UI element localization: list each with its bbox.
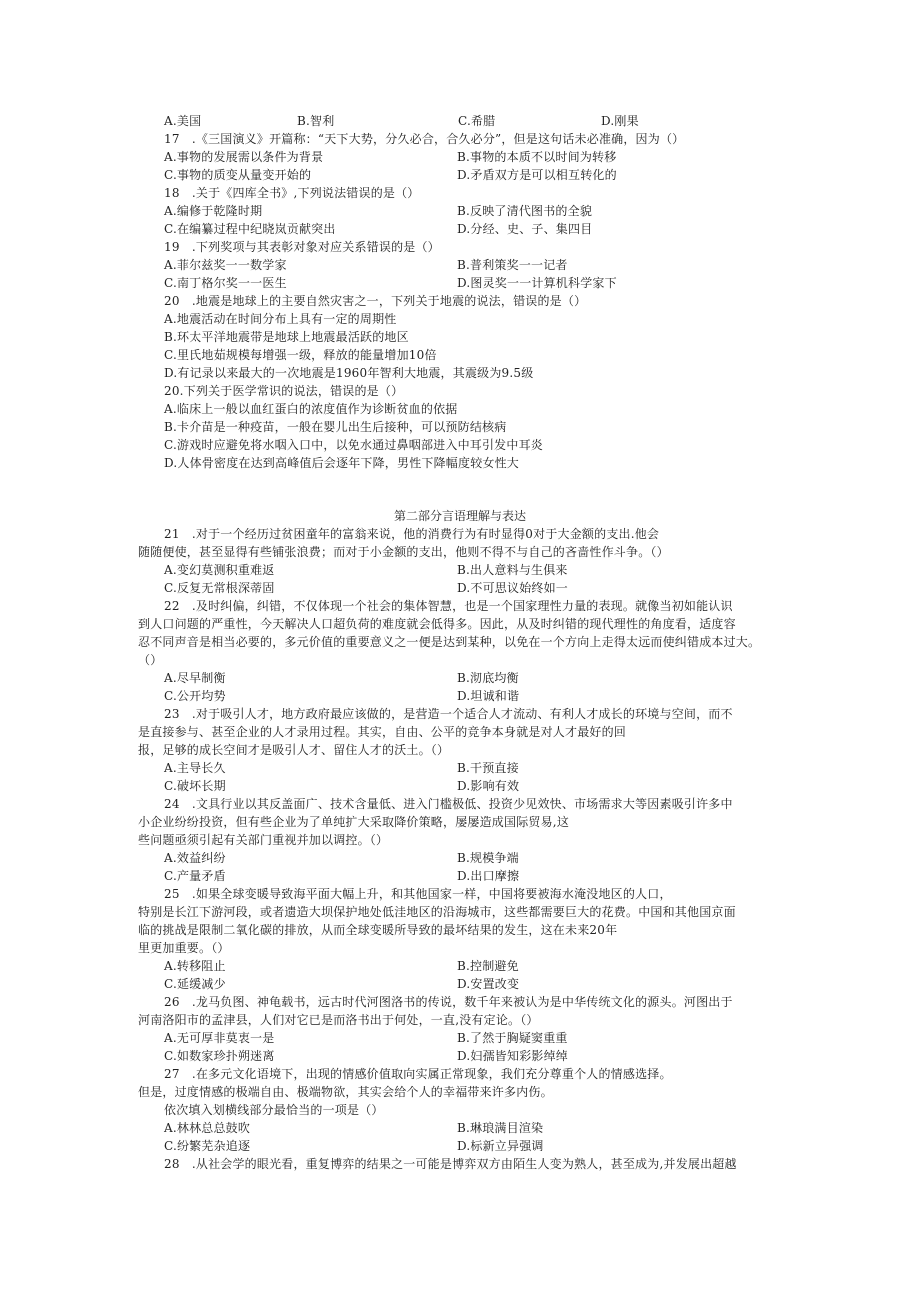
q26-line-2: 河南洛阳市的孟津县，人们对它已是而洛书出于何处，一直,没有定论。（） — [138, 1013, 539, 1027]
q24-line-1: 24 .文具行业以其反盖面广、技术含量低、进入门槛极低、投资少见效快、市场需求大等因素吸引许多中 — [164, 797, 733, 811]
q27-line-3: 依次填入划横线部分最恰当的一项是（） — [164, 1103, 384, 1117]
q21-option-d: D.不可思议始终如一 — [457, 581, 569, 595]
q20b-option-d: D.人体骨密度在达到高峰值后会逐年下降，男性下降幅度较女性大 — [164, 456, 520, 470]
q25-line-3: 临的挑战是限制二氧化碳的排放，从而全球变暖所导致的最坏结果的发生，这在未来20年 — [138, 923, 618, 937]
q25-option-a: A.转移阻止 — [164, 959, 226, 973]
q23-line-2: 是直接参与、甚至企业的人才录用过程。其实，自由、公平的竞争本身就是对人才最好的回 — [138, 725, 627, 739]
q22-option-c: C.公开均势 — [164, 689, 226, 703]
q20a-option-d: D.有记录以来最大的一次地震是1960年智利大地震，其震级为9.5级 — [164, 366, 534, 380]
q21-line-1: 21 .对于一个经历过贫困童年的富翁来说，他的消费行为有时显得0对于大金额的支出.他会 — [164, 527, 660, 541]
q23-option-b: B.干预直接 — [457, 761, 519, 775]
q20a-stem: 20 .地震是地球上的主要自然灾害之一，下列关于地震的说法，错误的是（） — [164, 294, 587, 308]
q22-option-d: D.坦诚和谐 — [457, 689, 520, 703]
section-title: 第二部分言语理解与表达 — [393, 509, 526, 523]
q17-option-a: A.事物的发展需以条件为背景 — [164, 150, 324, 164]
q27-line-1: 27 .在多元文化语境下，出现的情感价值取向实属正常现象，我们充分尊重个人的情感选择。 — [164, 1067, 672, 1081]
q27-line-2: 但是，过度情感的极端自由、极端物欲，其实会给个人的幸福带来许多内伤。 — [138, 1085, 553, 1099]
q19-option-a: A.菲尔兹奖一一数学家 — [164, 258, 287, 272]
q17-option-c: C.事物的质变从量变开始的 — [164, 168, 312, 182]
q27-option-a: A.林林总总鼓吹 — [164, 1121, 251, 1135]
q18-option-d: D.分经、史、子、集四目 — [457, 222, 593, 236]
q25-line-4: 里更加重要。（） — [138, 941, 230, 955]
q24-line-2: 小企业纷纷投资，但有些企业为了单纯扩大采取降价策略，屡屡造成国际贸易,这 — [138, 815, 570, 829]
q16-option-c: C.希腊 — [458, 114, 496, 128]
q25-line-2: 特别是长江下游河段，或者遗造大坝保护地处低洼地区的沿海城市，这些都需要巨大的花费。中国和其他国京面 — [138, 905, 736, 919]
q22-line-4: （） — [138, 653, 163, 667]
q22-option-a: A.尽早制衡 — [164, 671, 226, 685]
q25-option-d: D.安置改变 — [457, 977, 520, 991]
q28-line-1: 28 .从社会学的眼光看，重复博弈的结果之一可能是博弈双方由陌生人变为熟人，甚至成为,并发展出超越 — [164, 1157, 737, 1171]
q19-option-d: D.图灵奖一一计算机科学家下 — [457, 276, 617, 290]
q23-line-1: 23 .对于吸引人才，地方政府最应该做的，是营造一个适合人才流动、有利人才成长的环境与空间，而不 — [164, 707, 733, 721]
q19-stem: 19 .下列奖项与其表彰对象对应关系错误的是（） — [164, 240, 440, 254]
q26-option-d: D.妇孺皆知彩影绰绰 — [457, 1049, 569, 1063]
q19-option-c: C.南丁格尔奖一一医生 — [164, 276, 287, 290]
q24-option-b: B.规模争端 — [457, 851, 519, 865]
q18-option-b: B.反映了清代图书的全貌 — [457, 204, 593, 218]
q24-option-d: D.出口摩擦 — [457, 869, 520, 883]
q18-option-a: A.编修于乾隆时期 — [164, 204, 263, 218]
q24-option-c: C.产量矛盾 — [164, 869, 226, 883]
q26-option-c: C.如数家珍扑朔迷离 — [164, 1049, 275, 1063]
q26-option-a: A.无可厚非莫衷一是 — [164, 1031, 275, 1045]
q21-option-b: B.出人意料与生俱来 — [457, 563, 568, 577]
q21-line-2: 随随便使，甚至显得有些铺张浪费；而对于小金额的支出，他则不得不与自己的吝啬性作斗争。（） — [138, 545, 669, 559]
q17-option-b: B.事物的本质不以时间为转移 — [457, 150, 617, 164]
q22-line-3: 忍不同声音是相当必要的，多元价值的重要意义之一便是达到某种，以免在一个方向上走得太远而使纠错成本过大。 — [138, 635, 761, 649]
q18-stem: 18 .关于《四库全书》,下列说法错误的是（） — [164, 186, 420, 200]
q22-option-b: B.沏底均衡 — [457, 671, 519, 685]
q27-option-d: D.标新立异强调 — [457, 1139, 544, 1153]
q20a-option-c: C.里氏地茹规模每增强一级，释放的能量增加10倍 — [164, 348, 437, 362]
q17-option-d: D.矛盾双方是可以相互转化的 — [457, 168, 617, 182]
q23-option-c: C.破坏长期 — [164, 779, 226, 793]
q22-line-1: 22 .及时纠偏，纠错，不仅体现一个社会的集体智慧，也是一个国家理性力量的表现。就像当初如能认识 — [164, 599, 733, 613]
q22-line-2: 到人口问题的严重性，今天解决人口超负荷的难度就会低得多。因此，从及时纠错的现代理性的角度看，适度容 — [138, 617, 736, 631]
q24-option-a: A.效益纠纷 — [164, 851, 226, 865]
q20a-option-a: A.地震活动在时间分布上具有一定的周期性 — [164, 312, 397, 326]
q27-option-b: B.琳琅满目渲染 — [457, 1121, 544, 1135]
q23-option-a: A.主导长久 — [164, 761, 226, 775]
q20b-stem: 20.下列关于医学常识的说法，错误的是（） — [164, 384, 404, 398]
q17-stem: 17 .《三国演义》开篇称：“天下大势，分久必合，合久必分”，但是这句话未必准确，因为（） — [164, 132, 685, 146]
q20b-option-a: A.临床上一般以血红蛋白的浓度值作为诊断贫血的依据 — [164, 402, 458, 416]
q16-option-b: B.智利 — [297, 114, 335, 128]
q26-line-1: 26 .龙马负图、神龟载书，远古时代河图洛书的传说，数千年来被认为是中华传统文化的源头。河图出于 — [164, 995, 733, 1009]
q21-option-c: C.反复无常根深蒂固 — [164, 581, 275, 595]
q20b-option-c: C.游戏时应避免将水咽入口中，以免水通过鼻咽部进入中耳引发中耳炎 — [164, 438, 543, 452]
q16-option-d: D.刚果 — [601, 114, 639, 128]
q26-option-b: B.了然于胸疑窦重重 — [457, 1031, 568, 1045]
q21-option-a: A.变幻莫测积重难返 — [164, 563, 275, 577]
q20a-option-b: B.环太平洋地震带是地球上地震最活跃的地区 — [164, 330, 409, 344]
q25-line-1: 25 .如果全球变暖导致海平面大幅上升，和其他国家一样，中国将要被海水淹没地区的人口， — [164, 887, 672, 901]
q24-line-3: 些问题亟须引起有关部门重视并加以调控。（） — [138, 833, 389, 847]
q25-option-c: C.延缓减少 — [164, 977, 226, 991]
q16-option-a: A.美国 — [164, 114, 202, 128]
q19-option-b: B.普利策奖一一记者 — [457, 258, 568, 272]
q27-option-c: C.纷繁芜杂追逐 — [164, 1139, 251, 1153]
q25-option-b: B.控制避免 — [457, 959, 519, 973]
q23-line-3: 报，足够的成长空间才是吸引人才、留住人才的沃土。（） — [138, 743, 450, 757]
q23-option-d: D.影响有效 — [457, 779, 520, 793]
q18-option-c: C.在编纂过程中纪晓岚贡献突出 — [164, 222, 336, 236]
q20b-option-b: B.卡介苗是一种疫苗，一般在婴儿出生后接种，可以预防结核病 — [164, 420, 507, 434]
